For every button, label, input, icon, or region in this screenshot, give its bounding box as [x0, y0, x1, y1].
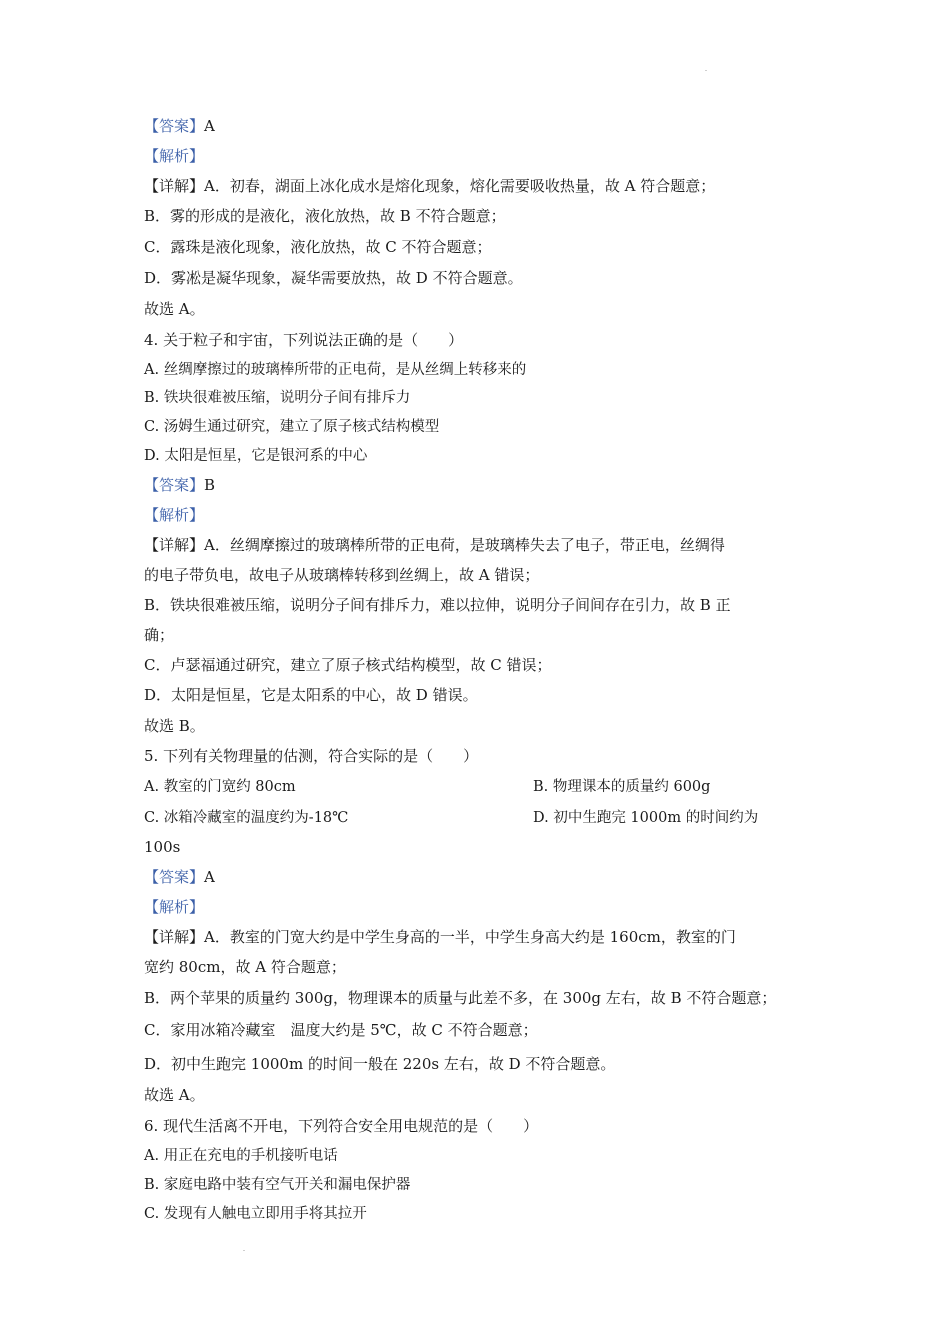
answer-value: A: [204, 868, 215, 886]
q6-option-c: C. 发现有人触电立即用手将其拉开: [144, 1206, 367, 1222]
q5-conclusion: 故选 A。: [144, 1086, 205, 1104]
q4-detail-line-2: 的电子带负电，故电子从玻璃棒转移到丝绸上，故 A 错误；: [144, 566, 540, 584]
q4-stem: 4. 关于粒子和宇宙，下列说法正确的是（ ）: [144, 331, 464, 349]
detail-text: A．教室的门宽大约是中学生身高的一半，中学生身高大约是 160cm，教室的门: [204, 928, 736, 946]
analysis-tag: 【解析】: [144, 506, 205, 524]
q5-option-d: D. 初中生跑完 1000m 的时间约为: [533, 810, 759, 826]
q6-option-a: A. 用正在充电的手机接听电话: [144, 1148, 338, 1164]
q6-stem: 6. 现代生活离不开电，下列符合安全用电规范的是（ ）: [144, 1117, 539, 1135]
detail-text: A．丝绸摩擦过的玻璃棒所带的正电荷，是玻璃棒失去了电子，带正电，丝绸得: [204, 536, 725, 554]
scan-speck: [705, 70, 707, 71]
analysis-tag: 【解析】: [144, 147, 205, 165]
answer-tag: 【答案】: [144, 117, 205, 135]
detail-text: A．初春，湖面上冰化成水是熔化现象，熔化需要吸收热量，故 A 符合题意；: [204, 177, 716, 195]
q6-option-b: B. 家庭电路中装有空气开关和漏电保护器: [144, 1177, 411, 1193]
q3-answer-line: [144, 116, 215, 136]
q4-answer-line: [144, 475, 215, 495]
q3-detail-line-2: B．雾的形成的是液化，液化放热，故 B 不符合题意；: [144, 207, 506, 225]
answer-value: A: [204, 117, 215, 135]
q5-detail-line-4: C．家用冰箱冷藏室 温度大约是 5℃，故 C 不符合题意；: [144, 1021, 538, 1039]
q5-detail-line-2: 宽约 80cm，故 A 符合题意；: [144, 958, 346, 976]
q5-stem: 5. 下列有关物理量的估测，符合实际的是（ ）: [144, 747, 479, 765]
q4-option-a: A. 丝绸摩擦过的玻璃棒所带的正电荷，是从丝绸上转移来的: [144, 362, 527, 378]
q5-answer-line: [144, 867, 215, 887]
q5-option-a: A. 教室的门宽约 80cm: [144, 779, 296, 795]
answer-value: B: [204, 476, 216, 494]
answer-tag: 【答案】: [144, 476, 205, 494]
q4-detail-line-4: 确；: [144, 626, 175, 644]
q4-option-c: C. 汤姆生通过研究，建立了原子核式结构模型: [144, 419, 440, 435]
q4-detail-line-6: D．太阳是恒星，它是太阳系的中心，故 D 错误。: [144, 686, 478, 704]
q3-conclusion: 故选 A。: [144, 300, 205, 318]
answer-tag: 【答案】: [144, 868, 205, 886]
q5-option-b: B. 物理课本的质量约 600g: [533, 779, 711, 795]
q3-detail-line-3: C．露珠是液化现象，液化放热，故 C 不符合题意；: [144, 238, 492, 256]
q4-detail-line-3: B．铁块很难被压缩，说明分子间有排斥力，难以拉伸，说明分子间间存在引力，故 B 正: [144, 596, 731, 614]
q4-option-b: B. 铁块很难被压缩，说明分子间有排斥力: [144, 390, 411, 406]
detail-tag: 【详解】: [144, 928, 205, 946]
q4-option-d: D. 太阳是恒星，它是银河系的中心: [144, 448, 368, 464]
q4-detail-line-1: [144, 535, 725, 555]
q3-detail-line-1: [144, 176, 715, 196]
scan-speck: [243, 1250, 245, 1251]
q4-detail-line-5: C．卢瑟福通过研究，建立了原子核式结构模型，故 C 错误；: [144, 656, 552, 674]
q4-conclusion: 故选 B。: [144, 717, 205, 735]
detail-tag: 【详解】: [144, 177, 205, 195]
q5-detail-line-3: B．两个苹果的质量约 300g，物理课本的质量与此差不多，在 300g 左右，故 B 不符合题意；: [144, 989, 777, 1007]
q3-detail-line-4: D．雾凇是凝华现象，凝华需要放热，故 D 不符合题意。: [144, 269, 523, 287]
q5-option-d-continued: 100s: [144, 838, 181, 856]
q5-detail-line-1: [144, 927, 736, 947]
analysis-tag: 【解析】: [144, 898, 205, 916]
detail-tag: 【详解】: [144, 536, 205, 554]
q5-detail-line-5: D．初中生跑完 1000m 的时间一般在 220s 左右，故 D 不符合题意。: [144, 1055, 616, 1073]
q5-option-c: C. 冰箱冷藏室的温度约为-18℃: [144, 810, 349, 826]
